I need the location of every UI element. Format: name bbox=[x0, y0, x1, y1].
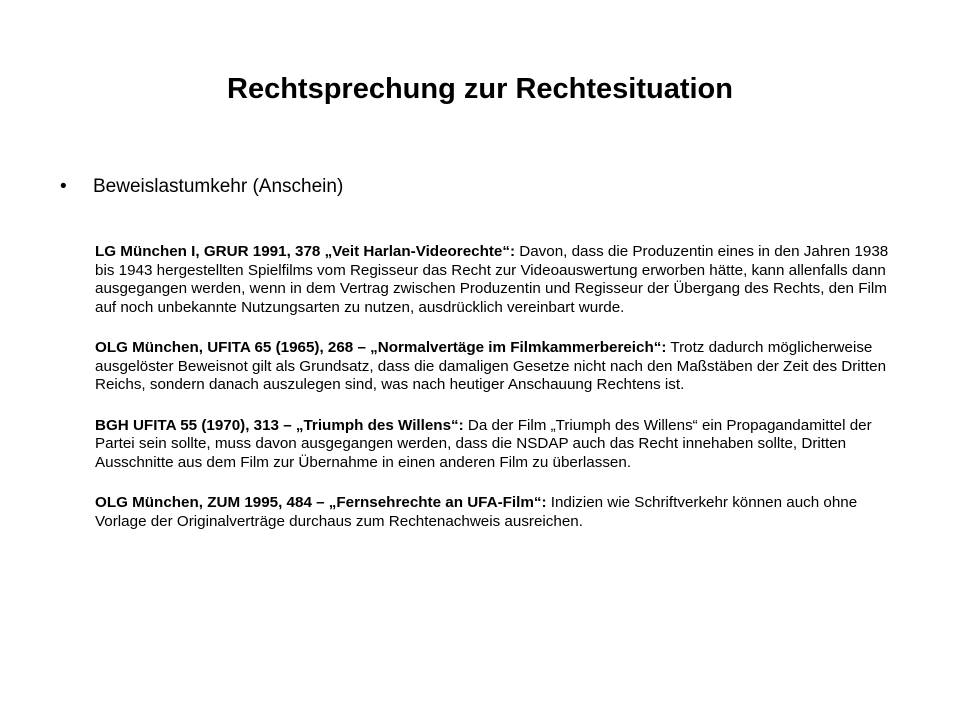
case-citation: LG München I, GRUR 1991, 378 „Veit Harlan-Videorechte“: bbox=[95, 243, 516, 260]
case-text: Indizien wie Schriftverkehr können auch ohne Vorlage der Originalverträge durchaus zum Rechtenachweis ausreichen. bbox=[95, 494, 858, 530]
case-text: Da der Film „Triumph des Willens“ ein Propagandamittel der Partei sein sollte, muss davon ausgegangen werden, dass die NSDAP auch das Recht innehaben sollte, Dritten Ausschnitte aus dem Film zur Übernahme in einen anderen Film zu überlassen. bbox=[95, 416, 872, 471]
bullet-text: Beweislastumkehr (Anschein) bbox=[93, 176, 344, 197]
case-citation: BGH UFITA 55 (1970), 313 – „Triumph des Willens“: bbox=[95, 416, 464, 434]
case-entry bbox=[95, 339, 910, 395]
case-text: Trotz dadurch möglicherweise ausgelöster Beweisnot gilt als Grundsatz, dass die damaligen Gesetze nicht nach den Maßstäben der Zeit des Dritten Reichs, sondern danach auszulegen sind, was nach heutiger Anschauung Rechtens ist. bbox=[95, 339, 887, 393]
case-text: Davon, dass die Produzentin eines in den Jahren 1938 bis 1943 hergestellten Spielfilms vom Regisseur das Recht zur Videoauswertung erworben hätte, kann allenfalls dann ausgegangen werden, wenn in dem Vertrag zwischen Produzentin und Regisseur der Übergang des Rechts, den Film auf noch unbekannte Nutzungsarten zu nutzen, ausdrücklich vereinbart wurde. bbox=[95, 243, 889, 316]
case-entry bbox=[95, 494, 910, 531]
case-list bbox=[95, 243, 910, 553]
bullet-icon: • bbox=[60, 176, 67, 197]
case-entry bbox=[95, 243, 910, 317]
case-citation: OLG München, ZUM 1995, 484 – „Fernsehrechte an UFA-Film“: bbox=[95, 494, 547, 511]
case-entry bbox=[95, 417, 910, 473]
case-citation: OLG München, UFITA 65 (1965), 268 – „Normalvertäge im Filmkammerbereich“: bbox=[95, 339, 667, 356]
bullet-item bbox=[60, 174, 900, 200]
slide-title: Rechtsprechung zur Rechtesituation bbox=[227, 73, 733, 105]
